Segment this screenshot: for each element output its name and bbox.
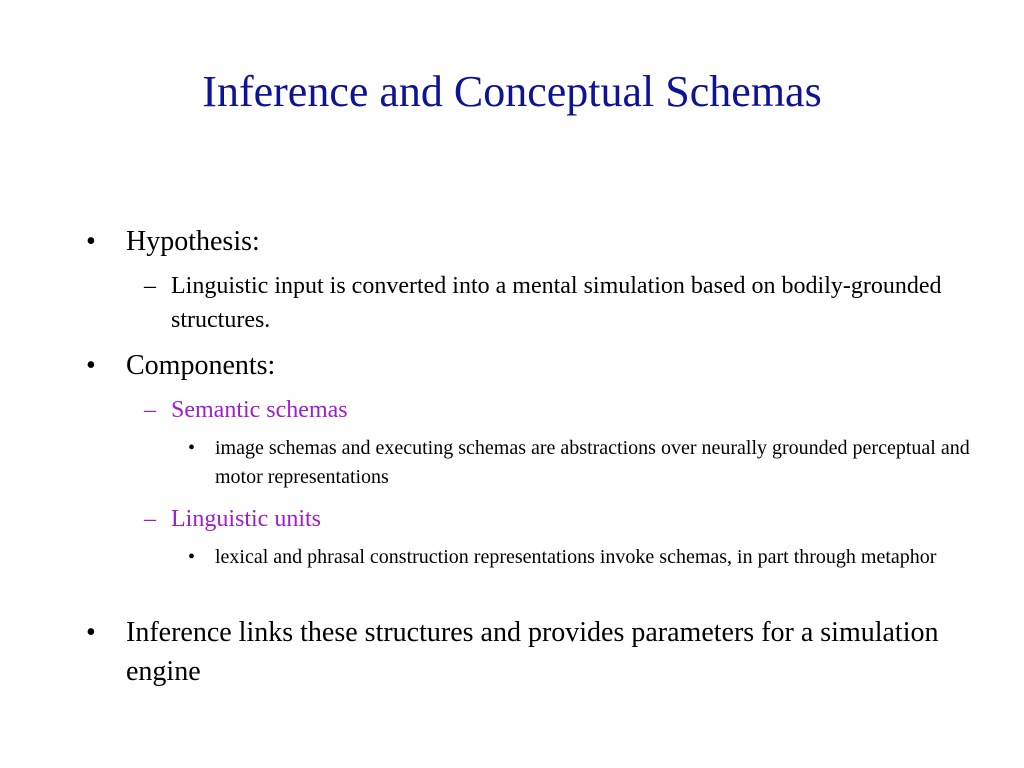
sub-item-text: Linguistic input is converted into a mental simulation based on bodily-grounded structures. xyxy=(171,273,942,333)
sub-sub-item-text: image schemas and executing schemas are abstractions over neurally grounded perceptual and motor representations xyxy=(215,437,970,488)
sub-item-text: Semantic schemas xyxy=(171,397,348,423)
slide-title: Inference and Conceptual Schemas xyxy=(202,67,822,116)
bullet-text: Components: xyxy=(126,350,276,381)
sub-sub-item-lexical-phrasal xyxy=(188,543,978,572)
bullet-icon: • xyxy=(86,350,96,381)
bullet-item-components xyxy=(86,346,986,385)
sub-item-text: Linguistic units xyxy=(171,506,321,532)
sub-item-hypothesis-detail xyxy=(144,269,994,337)
sub-sub-item-text: lexical and phrasal construction representations invoke schemas, in part through metaphor xyxy=(215,546,937,568)
bullet-text: Hypothesis: xyxy=(126,226,260,257)
bullet-text: Inference links these structures and provides parameters for a simulation engine xyxy=(126,617,939,687)
bullet-icon: • xyxy=(86,617,96,648)
sub-item-semantic-schemas xyxy=(144,393,994,427)
sub-item-linguistic-units xyxy=(144,502,994,536)
dash-icon: – xyxy=(144,506,156,532)
dash-icon: – xyxy=(144,397,156,423)
bullet-icon: • xyxy=(86,226,96,257)
dash-icon: – xyxy=(144,273,156,299)
bullet-icon: • xyxy=(188,546,196,568)
sub-sub-item-image-schemas xyxy=(188,434,978,492)
bullet-item-inference xyxy=(86,613,986,691)
bullet-icon: • xyxy=(188,437,196,459)
bullet-item-hypothesis xyxy=(86,222,986,261)
